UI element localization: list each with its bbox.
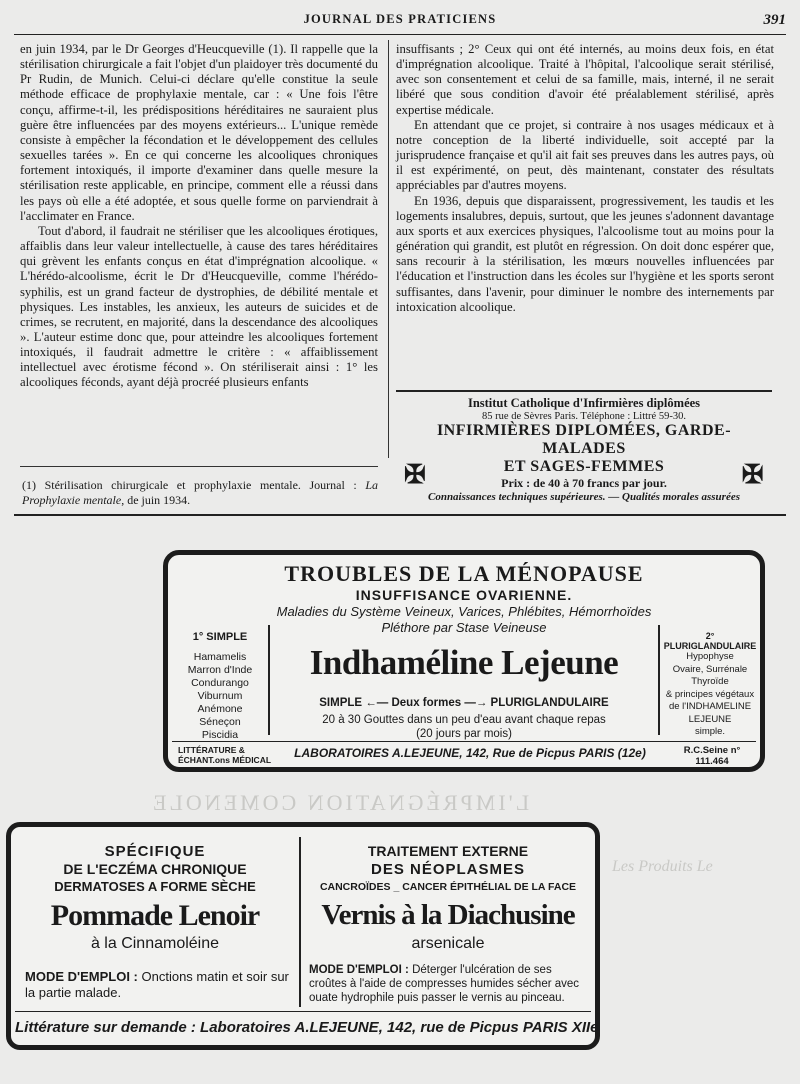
bleed-through-text-2: Les Produits Le bbox=[612, 858, 713, 875]
left-paragraph-2: Tout d'abord, il faudrait ne stériliser que les alcooliques érotiques, affaiblis dans leur valeur intellectuelle, à cause des tares héréditaires qui grèvent les enfants conçus en état d'imprégnation alcoolique. « L'hérédo-alcoolisme, écrit le Dr d'Heucqueville, comme l'hérédo-syphilis, est un grand facteur de dystrophies, de débilité mentale et physiques. Les instables, les anxieux, les auteurs de suicides et de crimes, se recrutent, en majorité, dans la descendance des alcooliques ». L'auteur estime donc que, pour atteindre les alcooliques fortement intoxiqués, il faudrait admettre le critère : « affaiblissement intellectuel avec érotisme fécond ». On stériliserait ainsi : 1° les alcooliques féconds, ayant déjà procréé plusieurs enfants bbox=[20, 223, 378, 390]
ad-dosage-2: (20 jours par mois) bbox=[416, 728, 512, 740]
footnote bbox=[22, 478, 378, 508]
right-formula-list bbox=[662, 651, 758, 739]
ingredient: & principes végétaux bbox=[665, 688, 755, 700]
vernis-diachusine-brand: Vernis à la Diachusine bbox=[321, 899, 575, 931]
diachusine-heading-3: CANCROÏDES _ CANCER ÉPITHÉLIAL DE LA FACE bbox=[319, 881, 577, 893]
right-paragraph-1: insuffisants ; 2° Ceux qui ont été internés, au moins deux fois, en état d'imprégnation alcoolique. Traité à l'hôpital, l'alcoolique serait stérilisé, avec son consentement et celui de sa famille, mais, interné, il ne serait libéré que sous condition d'avoir été préalablement stérilisé, après expertise médicale. bbox=[396, 42, 774, 117]
indhameline-ad bbox=[163, 550, 765, 772]
ad-title: TROUBLES DE LA MÉNOPAUSE bbox=[284, 561, 644, 586]
ingredient: Marron d'Inde bbox=[187, 664, 253, 676]
diachusine-usage bbox=[309, 963, 591, 1005]
ad-divider-right bbox=[658, 625, 660, 735]
ingredient: de l'INDHAMELINE bbox=[668, 701, 752, 712]
ad-footer-literature: LITTÉRATURE & ÉCHANT.ons MÉDICAL bbox=[178, 745, 272, 765]
ingredient: Hypophyse bbox=[686, 651, 734, 662]
institute-tagline: Connaissances techniques supérieures. — Qualités morales assurées bbox=[427, 491, 740, 503]
ad-indications: Maladies du Système Veineux, Varices, Phlébites, Hémorrhoïdes bbox=[276, 604, 652, 619]
header-rule bbox=[14, 34, 786, 35]
bleed-through-text: L'IMPRÉGNATION COMENOLE bbox=[150, 790, 530, 815]
journal-title: JOURNAL DES PRATICIENS bbox=[303, 12, 497, 26]
lenoir-heading-3: DERMATOSES A FORME SÈCHE bbox=[54, 879, 256, 894]
left-paragraph-1: en juin 1934, par le Dr Georges d'Heucqueville (1). Il rappelle que la stérilisation chirurgicale a fait l'objet d'un plaidoyer très documenté du Pr Rudin, de Munich. Celui-ci déclare qu'elle constitue la seule méthode efficace de prophylaxie mentale, car : « Une fois l'être conçu, affirme-t-il, les prédispositions héréditaires ne sauraient plus guère être influencées par des moyens extérieurs... L'unique remède consiste à empêcher la fécondation et le développement des cellules sexuelles tarées ». En ce qui concerne les alcooliques chroniques fortement intoxiqués, il importe d'examiner dans quelle mesure la stérilisation reste applicable, en principe, comment elle a réussi dans les pays où elle a été adoptée, et sous quelle forme on parviendrait à l'acclimater en France. bbox=[20, 42, 378, 223]
indhameline-brand: Indhaméline Lejeune bbox=[309, 643, 619, 682]
lenoir-heading-2: DE L'ECZÉMA CHRONIQUE bbox=[63, 861, 247, 877]
ad-footer-lab: LABORATOIRES A.LEJEUNE, 142, Rue de Picpus PARIS (12e) bbox=[294, 746, 646, 760]
left-formula-heading: 1° SIMPLE bbox=[192, 631, 248, 643]
institute-services-2-text: ET SAGES-FEMMES bbox=[503, 458, 665, 475]
ad-forms: SIMPLE ←— Deux formes —→ PLURIGLANDULAIRE bbox=[319, 697, 609, 709]
institute-address: 85 rue de Sèvres Paris. Téléphone : Littré 59-30. bbox=[482, 411, 686, 422]
ad-divider bbox=[299, 837, 301, 1007]
footnote-text: (1) Stérilisation chirurgicale et prophylaxie mentale. Journal : bbox=[22, 478, 366, 492]
ad-footer-rc: R.C.Seine n° 111.464 bbox=[683, 745, 741, 767]
cross-icon: ✠ bbox=[741, 460, 764, 489]
ad-dosage: 20 à 30 Gouttes dans un peu d'eau avant chaque repas bbox=[322, 714, 606, 726]
page-number: 391 bbox=[763, 12, 786, 28]
lenoir-usage bbox=[25, 969, 291, 1001]
diachusine-subtitle: arsenicale bbox=[411, 935, 485, 952]
ingredient: LEJEUNE bbox=[688, 713, 732, 725]
ad-divider-left bbox=[268, 625, 270, 735]
right-paragraph-2: En attendant que ce projet, si contraire à nos usages médicaux et à notre conception de la liberté individuelle, soit accepté par la jurisprudence française et qu'il ait fait ses preuves dans les autres pays, où il est expérimenté, on peut, dès maintenant, constater des résultats appréciables par d'autres moyens. bbox=[396, 117, 774, 193]
cross-icon: ✠ bbox=[404, 460, 427, 489]
ingredient: Condurango bbox=[191, 677, 249, 689]
institute-price: Prix : de 40 à 70 francs par jour. bbox=[501, 476, 667, 490]
lenoir-usage-text: Onctions matin et soir sur la partie malade. bbox=[25, 969, 289, 1000]
pommade-lenoir-brand: Pommade Lenoir bbox=[50, 899, 260, 932]
diachusine-usage-label: MODE D'EMPLOI : bbox=[309, 964, 409, 976]
lenoir-subtitle: à la Cinnamoléine bbox=[90, 935, 220, 952]
ad-footer-rule bbox=[172, 741, 756, 742]
ingredient: simple. bbox=[694, 726, 726, 737]
footnote-rule bbox=[20, 466, 378, 467]
ad-footer: Littérature sur demande : Laboratoires A.LEJEUNE, 142, rue de Picpus PARIS XIIe bbox=[15, 1019, 599, 1036]
left-column bbox=[20, 42, 378, 391]
lejeune-products-ad bbox=[6, 822, 600, 1050]
column-divider bbox=[388, 40, 389, 458]
ingredient: Anémone bbox=[197, 703, 243, 715]
lenoir-usage-label: MODE D'EMPLOI : bbox=[25, 969, 138, 984]
ad-indications-2: Pléthore par Stase Veineuse bbox=[381, 620, 547, 635]
right-paragraph-3: En 1936, depuis que disparaissent, progressivement, les taudis et les logements insalubres, depuis, surtout, que les jeunes s'adonnent davantage aux sports et aux exercices physiques, l'alcoolisme tout au moins pour la génération qui grandit, est plutôt en régression. On doit donc espérer que, sans recourir à la stérilisation, les mœurs nouvelles influencées par l'éducation et l'instruction dans les écoles sur l'hygiène et les sports seront suffisantes, dans l'avenir, pour diminuer le nombre des internements par intoxication alcoolique. bbox=[396, 193, 774, 314]
right-formula-heading: 2° PLURIGLANDULAIRE bbox=[663, 631, 757, 651]
diachusine-heading-1: TRAITEMENT EXTERNE bbox=[367, 843, 529, 859]
ingredient: Hamamelis bbox=[193, 651, 247, 663]
footnote-tail: , de juin 1934. bbox=[121, 493, 191, 507]
diachusine-heading-2: DES NÉOPLASMES bbox=[370, 861, 526, 878]
right-column bbox=[396, 42, 774, 315]
ingredient: Piscidia bbox=[201, 729, 239, 741]
ingredient: Viburnum bbox=[197, 690, 243, 702]
institute-services: INFIRMIÈRES DIPLOMÉES, GARDE-MALADES bbox=[436, 422, 732, 457]
ad-footer-rule bbox=[15, 1011, 591, 1012]
ingredient: Séneçon bbox=[199, 716, 241, 728]
institute-rule bbox=[396, 390, 772, 392]
ingredient: Thyroïde bbox=[691, 676, 729, 687]
lenoir-heading-1: SPÉCIFIQUE bbox=[104, 843, 206, 860]
ad-subtitle: INSUFFISANCE OVARIENNE. bbox=[355, 587, 573, 603]
institute-ad bbox=[396, 396, 772, 503]
ingredient: Ovaire, Surrénale bbox=[672, 663, 748, 675]
footnote-journal: La Prophylaxie mentale bbox=[22, 478, 378, 507]
section-rule bbox=[14, 514, 786, 516]
left-formula-list bbox=[176, 651, 264, 742]
institute-name: Institut Catholique d'Infirmières diplômées bbox=[467, 396, 701, 410]
diachusine-usage-text: Déterger l'ulcération de ses croûtes à l'aide de compresses humides sécher avec ouate hydrophile puis passer le vernis au pinceau. bbox=[309, 964, 580, 1004]
